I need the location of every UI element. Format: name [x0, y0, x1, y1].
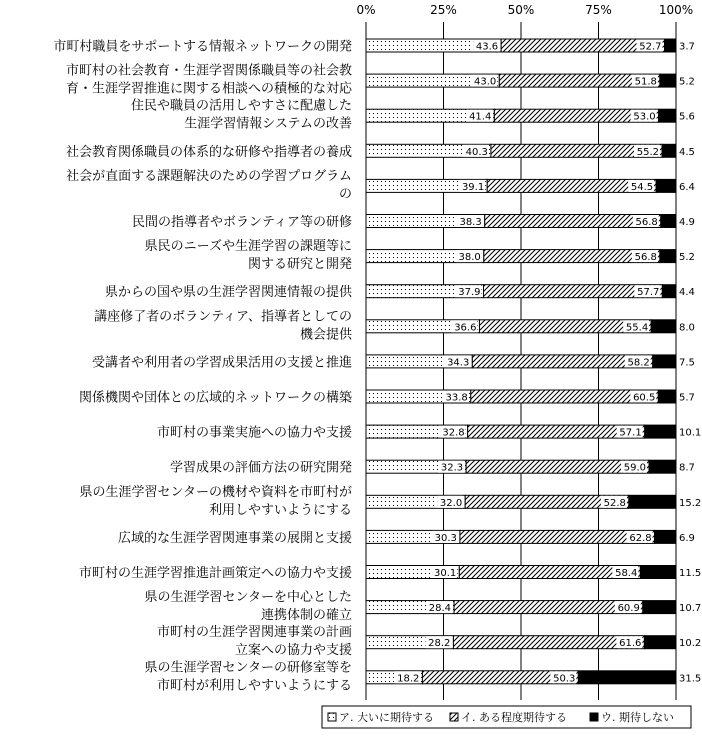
- x-tick-label: 25%: [430, 3, 457, 17]
- value-label: 56.8: [634, 252, 657, 264]
- legend-label-1: イ. ある程度期待する: [461, 711, 567, 724]
- category-label: 立案への協力や支援: [234, 643, 352, 659]
- value-label: 40.3: [465, 146, 488, 158]
- category-label: 連携体制の確立: [260, 608, 352, 624]
- legend-label-0: ア. 大いに期待する: [339, 711, 434, 724]
- x-tick-label: 0%: [356, 3, 376, 17]
- value-label: 52.8: [603, 497, 626, 509]
- bar-segment-2: [649, 460, 676, 473]
- value-label: 5.6: [679, 111, 695, 123]
- category-label: 関係機関や団体との広域的ネットワークの構築: [78, 390, 352, 406]
- value-label: 51.8: [634, 76, 657, 88]
- bar-segment-2: [645, 425, 676, 438]
- category-label: 講座修了者のボランティア、指導者としての: [94, 309, 352, 325]
- category-label: 県からの国や県の生涯学習関連情報の提供: [104, 285, 352, 301]
- value-label: 30.1: [434, 568, 457, 579]
- value-label: 37.9: [458, 287, 481, 299]
- x-axis-ticks: [356, 3, 693, 17]
- value-label: 5.7: [679, 392, 695, 404]
- bar-segment-1: [454, 601, 643, 614]
- category-label: 市町村の生涯学習推進計画策定への協力や支援: [78, 566, 352, 581]
- value-label: 56.8: [635, 217, 658, 228]
- bar-segment-2: [660, 250, 676, 263]
- bar-segment-2: [659, 109, 676, 122]
- bar-segment-2: [640, 566, 676, 579]
- bar-segment-2: [658, 390, 676, 403]
- category-label: 学習成果の評価方法の研究開発: [169, 460, 352, 476]
- value-label: 30.3: [434, 532, 457, 544]
- value-label: 62.8: [629, 532, 652, 544]
- bar-segment-2: [665, 39, 676, 52]
- value-label: 54.5: [630, 181, 654, 193]
- category-label: 生涯学習情報システムの改善: [184, 116, 352, 132]
- value-label: 52.7: [639, 41, 662, 53]
- value-label: 58.4: [615, 568, 638, 579]
- value-label: 8.0: [679, 322, 695, 334]
- value-label: 58.2: [627, 357, 650, 369]
- value-label: 38.0: [458, 252, 481, 264]
- value-label: 38.3: [459, 217, 482, 228]
- value-label: 18.2: [397, 673, 420, 685]
- legend-swatch-solid: [590, 713, 598, 721]
- category-label: 社会教育関係職員の体系的な研修や指導者の養成: [65, 144, 352, 160]
- bar-segment-2: [662, 285, 676, 298]
- value-label: 10.7: [679, 603, 702, 615]
- x-tick-label: 50%: [507, 3, 535, 17]
- value-label: 4.5: [679, 146, 695, 158]
- value-label: 6.9: [679, 532, 695, 544]
- value-label: 60.5: [633, 392, 656, 404]
- category-label: 受講者や利用者の学習成果活用の支援と推進: [91, 355, 352, 371]
- value-label: 32.3: [440, 462, 464, 474]
- value-label: 55.4: [625, 322, 649, 334]
- bar-segment-2: [656, 179, 676, 192]
- category-label: 育・生涯学習推進に関する相談への積極的な対応: [65, 81, 352, 97]
- value-label: 7.5: [679, 357, 695, 369]
- x-tick-label: 75%: [585, 3, 612, 17]
- category-label: 広域的な生涯学習関連事業の展開と支援: [117, 530, 352, 546]
- value-label: 31.5: [679, 673, 702, 685]
- category-label: 社会が直面する課題解決のための学習プログラム: [66, 168, 352, 184]
- bar-segment-1: [453, 636, 644, 649]
- legend-swatch-diagonal: [450, 713, 458, 721]
- value-label: 11.5: [679, 568, 702, 579]
- category-labels: [53, 39, 353, 694]
- bar-segment-2: [644, 636, 676, 649]
- category-label: の: [338, 186, 352, 202]
- bar-segment-2: [643, 601, 676, 614]
- x-tick-label: 100%: [658, 3, 694, 17]
- value-label: 39.1: [461, 181, 485, 193]
- bar-segment-2: [655, 530, 676, 543]
- value-label: 57.1: [619, 427, 642, 439]
- value-label: 6.4: [679, 181, 695, 193]
- bar-segment-2: [662, 144, 676, 157]
- value-label: 28.4: [428, 603, 452, 615]
- value-label: 34.3: [447, 357, 470, 369]
- value-label: 43.0: [474, 76, 497, 88]
- value-label: 10.2: [679, 638, 702, 650]
- value-label: 41.4: [469, 111, 492, 123]
- value-label: 32.0: [439, 497, 463, 509]
- bar-segment-2: [660, 74, 676, 87]
- category-label: 関する研究と開発: [247, 257, 352, 273]
- legend-label-2: ウ. 期待しない: [601, 711, 674, 724]
- category-label: 機会提供: [299, 327, 352, 343]
- value-label: 8.7: [679, 462, 695, 474]
- value-label: 61.6: [619, 638, 642, 650]
- category-label: 県の生涯学習センターの機材や資料を市町村が: [79, 484, 352, 500]
- category-label: 市町村が利用しやすいようにする: [156, 678, 352, 694]
- value-label: 60.9: [617, 603, 640, 615]
- value-label: 5.2: [679, 252, 695, 264]
- value-label: 32.8: [442, 427, 465, 439]
- category-label: 利用しやすいようにする: [208, 502, 352, 518]
- bar-segment-1: [471, 390, 659, 403]
- value-label: 55.2: [636, 146, 660, 158]
- value-label: 57.7: [637, 287, 660, 299]
- legend-swatch-dots: [328, 713, 336, 721]
- value-label: 43.6: [475, 41, 499, 53]
- bars: [366, 39, 702, 684]
- value-label: 59.0: [623, 462, 647, 474]
- category-label: 県民のニーズや生涯学習の課題等に: [144, 239, 352, 255]
- value-label: 3.7: [679, 41, 695, 53]
- category-label: 県の生涯学習センターの研修室等を: [144, 660, 352, 676]
- value-label: 4.9: [679, 217, 695, 228]
- value-label: 15.2: [679, 497, 702, 509]
- value-label: 50.3: [553, 673, 576, 685]
- value-label: 33.8: [445, 392, 468, 404]
- category-label: 住民や職員の活用しやすさに配慮した: [130, 98, 352, 114]
- value-label: 5.2: [679, 76, 695, 88]
- category-label: 市町村の社会教育・生涯学習関係職員等の社会教: [65, 63, 352, 79]
- value-label: 28.2: [428, 638, 451, 650]
- bar-segment-2: [578, 671, 676, 684]
- category-label: 市町村の生涯学習関連事業の計画: [156, 625, 352, 641]
- bar-segment-2: [629, 495, 676, 508]
- value-label: 10.1: [679, 427, 702, 439]
- category-label: 市町村職員をサポートする情報ネットワークの開発: [53, 39, 352, 55]
- bar-segment-1: [460, 530, 655, 543]
- category-label: 民間の指導者やボランティア等の研修: [132, 215, 352, 230]
- bar-segment-2: [653, 355, 676, 368]
- value-label: 36.6: [454, 322, 477, 334]
- value-label: 53.0: [633, 111, 656, 123]
- category-label: 県の生涯学習センターを中心とした: [144, 590, 352, 606]
- bar-segment-2: [661, 215, 676, 228]
- value-label: 4.4: [679, 287, 695, 299]
- bar-segment-2: [651, 320, 676, 333]
- legend: [322, 706, 691, 728]
- category-label: 市町村の事業実施への協力や支援: [156, 425, 352, 441]
